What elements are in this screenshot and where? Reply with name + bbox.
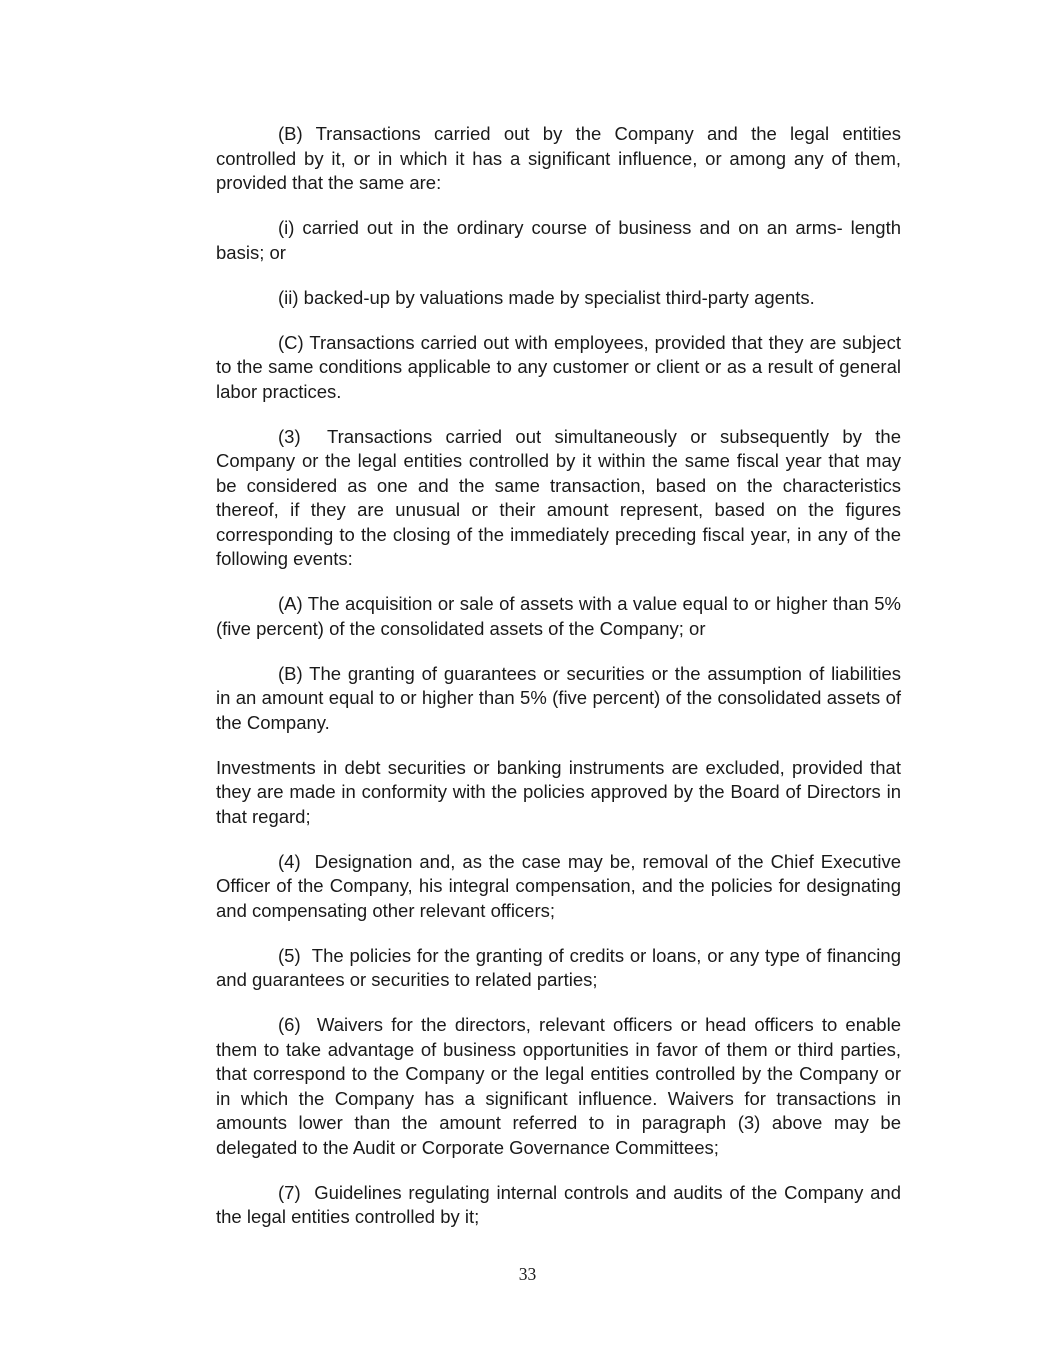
item-3-clause-b: (B) The granting of guarantees or securities or the assumption of liabilities in an amount equal to or higher than 5% (five percent) of the consolidated assets of the Company. — [216, 662, 901, 733]
clause-b-item-i: (i) carried out in the ordinary course of business and on an arms- length basis; or — [216, 217, 901, 263]
item-3: (3) Transactions carried out simultaneously or subsequently by the Company or the legal entities controlled by it within the same fiscal year that may be considered as one and the same transaction, based on the characteristics thereof, if they are unusual or their amount represent, based on the figures corresponding to the closing of the immediately preceding fiscal year, in any of the following events: — [216, 425, 901, 569]
item-6: (6) Waivers for the directors, relevant officers or head officers to enable them to take advantage of business opportunities in favor of them or third parties, that correspond to the Company or the legal entities controlled by the Company or in which the Company has a significant influence. Waivers for transactions in amounts lower than the amount referred to in paragraph (3) above may be delegated to the Audit or Corporate Governance Committees; — [216, 1014, 901, 1158]
item-5: (5) The policies for the granting of credits or loans, or any type of financing and guarantees or securities to related parties; — [216, 944, 901, 990]
item-3-clause-a: (A) The acquisition or sale of assets with a value equal to or higher than 5% (five percent) of the consolidated assets of the Company; or — [216, 593, 901, 639]
page-number: 33 — [518, 1264, 537, 1284]
item-4: (4) Designation and, as the case may be, removal of the Chief Executive Officer of the Company, his integral compensation, and the policies for designating and compensating other relevant officers; — [216, 850, 901, 921]
item-7: (7) Guidelines regulating internal controls and audits of the Company and the legal entities controlled by it; — [216, 1181, 901, 1227]
document-body — [216, 122, 901, 1250]
clause-b-intro: (B) Transactions carried out by the Company and the legal entities controlled by it, or in which it has a significant influence, or among any of them, provided that the same are: — [216, 123, 901, 193]
clause-c: (C) Transactions carried out with employees, provided that they are subject to the same conditions applicable to any customer or client or as a result of general labor practices. — [216, 331, 901, 402]
item-3-exclusion-note: Investments in debt securities or banking instruments are excluded, provided that they are made in conformity with the policies approved by the Board of Directors in that regard; — [216, 756, 901, 827]
clause-b-item-ii: (ii) backed-up by valuations made by specialist third-party agents. — [278, 286, 815, 308]
